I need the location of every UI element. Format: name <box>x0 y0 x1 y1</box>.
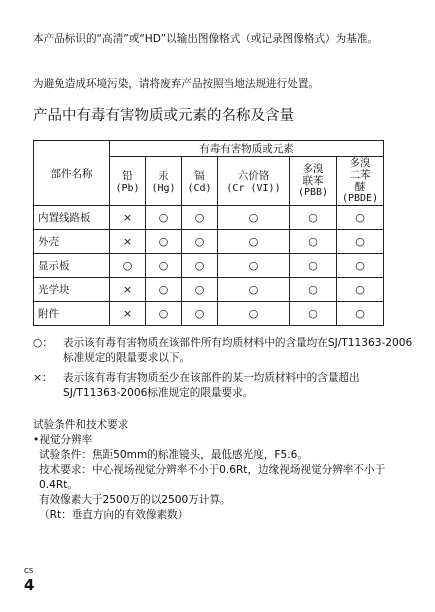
part-name-cell: 显示板 <box>34 254 110 278</box>
column-header-mercury: 汞 (Hg) <box>146 157 182 206</box>
part-name-header: 部件名称 <box>34 141 110 206</box>
column-header-pbde: 多溴二苯醚 (PBDE) <box>337 157 384 206</box>
substance-status-cell: ○ <box>290 302 337 326</box>
test-conditions <box>33 418 413 523</box>
substance-status-cell: ○ <box>337 230 384 254</box>
substances-group-header: 有毒有害物质或元素 <box>110 141 384 157</box>
substance-status-cell: ○ <box>218 206 290 230</box>
conditions-line-4: （Rt：垂直方向的有效像素数） <box>39 509 189 521</box>
conditions-bullet: •视觉分辨率 <box>33 434 93 446</box>
substance-status-cell: × <box>110 230 146 254</box>
substance-status-cell: × <box>110 278 146 302</box>
substance-status-cell: ○ <box>182 230 218 254</box>
note-circle <box>33 336 413 366</box>
substance-status-cell: ○ <box>146 230 182 254</box>
substance-status-cell: × <box>110 302 146 326</box>
column-header-lead: 铅 (Pb) <box>110 157 146 206</box>
cross-mark: ×： <box>33 372 53 384</box>
substance-status-cell: ○ <box>290 206 337 230</box>
table-row <box>34 302 384 326</box>
column-header-cadmium: 镉 (Cd) <box>182 157 218 206</box>
conditions-heading: 试验条件和技术要求 <box>33 419 129 431</box>
conditions-line-3: 有效像素大于2500万的以2500万计算。 <box>39 494 231 506</box>
conditions-line-1: 试验条件：焦距50mm的标准镜头，最低感光度，F5.6。 <box>39 449 308 461</box>
substance-status-cell: ○ <box>182 278 218 302</box>
part-name-cell: 光学块 <box>34 278 110 302</box>
section-title: 产品中有毒有害物质或元素的名称及含量 <box>33 108 294 124</box>
column-header-pbb: 多溴联苯 (PBB) <box>290 157 337 206</box>
part-name-cell: 外壳 <box>34 230 110 254</box>
conditions-line-2: 技术要求：中心视场视觉分辨率不小于0.6Rt，边缘视场视觉分辨率不小于0.4Rt。 <box>39 464 386 491</box>
table-row <box>34 230 384 254</box>
substance-status-cell: ○ <box>337 254 384 278</box>
substance-status-cell: ○ <box>146 206 182 230</box>
substance-status-cell: ○ <box>290 254 337 278</box>
substance-status-cell: ○ <box>182 302 218 326</box>
page-number: 4 <box>24 576 35 594</box>
language-code: CS <box>24 567 34 575</box>
hazardous-substances-table <box>33 140 384 326</box>
table-row <box>34 206 384 230</box>
column-header-chromium: 六价铬 (Cr (VI)) <box>218 157 290 206</box>
part-name-cell: 附件 <box>34 302 110 326</box>
substance-status-cell: ○ <box>218 278 290 302</box>
table-row <box>34 278 384 302</box>
substance-status-cell: ○ <box>146 302 182 326</box>
substance-status-cell: ○ <box>146 254 182 278</box>
substance-status-cell: ○ <box>337 206 384 230</box>
circle-mark: ○： <box>33 337 53 349</box>
substance-status-cell: ○ <box>337 278 384 302</box>
substance-status-cell: ○ <box>182 206 218 230</box>
note-cross <box>33 371 413 401</box>
intro-paragraph-hd: 本产品标识的“高清”或“HD”以输出图像格式（或记录图像格式）为基准。 <box>33 33 379 45</box>
part-name-cell: 内置线路板 <box>34 206 110 230</box>
substance-status-cell: ○ <box>218 254 290 278</box>
note-circle-text: 表示该有毒有害物质在该部件所有均质材料中的含量均在SJ/T11363-2006标准规定的限量要求以下。 <box>63 337 413 364</box>
substance-status-cell: ○ <box>182 254 218 278</box>
substance-status-cell: × <box>110 206 146 230</box>
intro-paragraph-disposal: 为避免造成环境污染，请将废弃产品按照当地法规进行处置。 <box>33 78 320 90</box>
table-row <box>34 254 384 278</box>
note-cross-text: 表示该有毒有害物质至少在该部件的某一均质材料中的含量超出SJ/T11363-2006标准规定的限量要求。 <box>63 372 360 399</box>
substance-status-cell: ○ <box>146 278 182 302</box>
substance-status-cell: ○ <box>218 230 290 254</box>
substance-status-cell: ○ <box>110 254 146 278</box>
substance-status-cell: ○ <box>337 302 384 326</box>
substance-status-cell: ○ <box>218 302 290 326</box>
substance-status-cell: ○ <box>290 278 337 302</box>
substance-status-cell: ○ <box>290 230 337 254</box>
